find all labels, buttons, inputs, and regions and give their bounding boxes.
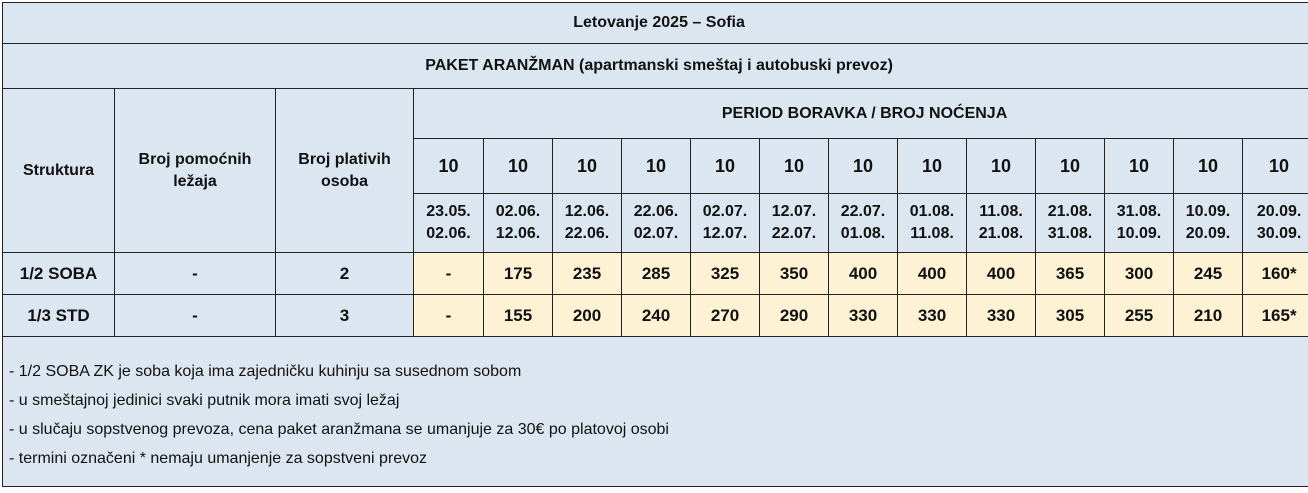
nights-cell: 10 (760, 139, 829, 194)
price-cell: 330 (967, 295, 1036, 337)
price-cell: 400 (829, 253, 898, 295)
date-from: 22.07. (840, 203, 886, 220)
date-from: 02.07. (702, 203, 748, 220)
nights-cell: 10 (622, 139, 691, 194)
table-subtitle: PAKET ARANŽMAN (apartmanski smeštaj i autobuski prevoz) (3, 44, 1308, 89)
price-cell: 400 (967, 253, 1036, 295)
price-table (2, 2, 1308, 487)
nights-cell: 10 (1036, 139, 1105, 194)
table-title: Letovanje 2025 – Sofia (3, 3, 1308, 44)
price-cell: 200 (553, 295, 622, 337)
date-from: 12.07. (771, 203, 817, 220)
date-from: 01.08. (909, 203, 955, 220)
date-from: 10.09. (1185, 203, 1231, 220)
nights-cell: 10 (1105, 139, 1174, 194)
nights-cell: 10 (553, 139, 622, 194)
price-cell: 240 (622, 295, 691, 337)
paying-persons-cell: 3 (276, 295, 414, 337)
price-cell: 285 (622, 253, 691, 295)
note-line: - u smeštajnoj jedinici svaki putnik mora imati svoj ležaj (9, 392, 400, 409)
nights-cell: 10 (898, 139, 967, 194)
price-cell: 330 (829, 295, 898, 337)
structure-cell: 1/2 SOBA (3, 253, 115, 295)
price-cell: 270 (691, 295, 760, 337)
date-to: 12.06. (495, 225, 541, 242)
date-range-cell (414, 194, 484, 253)
note-line: - termini označeni * nemaju umanjenje za sopstveni prevoz (9, 450, 427, 467)
nights-cell: 10 (829, 139, 898, 194)
date-from: 20.09. (1256, 203, 1302, 220)
date-from: 21.08. (1047, 203, 1093, 220)
price-cell: 160* (1243, 253, 1308, 295)
date-range-cell (1036, 194, 1105, 253)
date-from: 31.08. (1116, 203, 1162, 220)
price-cell: 350 (760, 253, 829, 295)
price-cell: 330 (898, 295, 967, 337)
note-line: - u slučaju sopstvenog prevoza, cena paket aranžmana se umanjuje za 30€ po platovoj osobi (9, 421, 669, 438)
price-cell: 155 (484, 295, 553, 337)
price-cell: 325 (691, 253, 760, 295)
price-cell: 175 (484, 253, 553, 295)
nights-cell: 10 (967, 139, 1036, 194)
date-from: 12.06. (564, 203, 610, 220)
date-range-cell (691, 194, 760, 253)
header-structure: Struktura (3, 89, 115, 253)
price-cell: 210 (1174, 295, 1243, 337)
nights-cell: 10 (484, 139, 553, 194)
date-to: 02.07. (633, 225, 679, 242)
extra-beds-cell: - (115, 253, 276, 295)
price-cell: 400 (898, 253, 967, 295)
date-to: 22.06. (564, 225, 610, 242)
header-period: PERIOD BORAVKA / BROJ NOĆENJA (414, 89, 1308, 139)
date-to: 21.08. (978, 225, 1024, 242)
date-to: 22.07. (771, 225, 817, 242)
nights-cell: 10 (414, 139, 484, 194)
date-range-cell (898, 194, 967, 253)
date-from: 23.05. (426, 203, 471, 220)
date-from: 02.06. (495, 203, 541, 220)
price-cell: 165* (1243, 295, 1308, 337)
note-line: - 1/2 SOBA ZK je soba koja ima zajedničku kuhinju sa susednom sobom (9, 363, 522, 380)
date-to: 31.08. (1047, 225, 1093, 242)
price-cell: 300 (1105, 253, 1174, 295)
date-range-cell (622, 194, 691, 253)
date-to: 20.09. (1185, 225, 1231, 242)
price-cell: - (414, 253, 484, 295)
header-paying-persons: Broj plativih osoba (276, 89, 414, 253)
price-cell: 245 (1174, 253, 1243, 295)
price-cell: 235 (553, 253, 622, 295)
price-cell: 305 (1036, 295, 1105, 337)
date-to: 02.06. (426, 225, 471, 242)
price-cell: 365 (1036, 253, 1105, 295)
date-from: 11.08. (979, 203, 1023, 220)
nights-cell: 10 (1174, 139, 1243, 194)
nights-cell: 10 (1243, 139, 1308, 194)
date-range-cell (1105, 194, 1174, 253)
price-cell: - (414, 295, 484, 337)
table-row (3, 295, 1308, 337)
structure-cell: 1/3 STD (3, 295, 115, 337)
extra-beds-cell: - (115, 295, 276, 337)
date-from: 22.06. (633, 203, 679, 220)
date-range-cell (553, 194, 622, 253)
date-to: 12.07. (702, 225, 748, 242)
date-range-cell (484, 194, 553, 253)
header-extra-beds: Broj pomoćnih ležaja (115, 89, 276, 253)
date-to: 01.08. (840, 225, 886, 242)
date-to: 10.09. (1116, 225, 1162, 242)
date-range-cell (1243, 194, 1308, 253)
date-range-cell (760, 194, 829, 253)
date-range-cell (829, 194, 898, 253)
paying-persons-cell: 2 (276, 253, 414, 295)
table-row (3, 253, 1308, 295)
nights-cell: 10 (691, 139, 760, 194)
price-cell: 290 (760, 295, 829, 337)
price-cell: 255 (1105, 295, 1174, 337)
date-range-cell (967, 194, 1036, 253)
price-rows (3, 253, 1308, 337)
date-to: 30.09. (1256, 225, 1302, 242)
date-to: 11.08. (910, 225, 954, 242)
notes (3, 337, 1308, 487)
date-range-cell (1174, 194, 1243, 253)
